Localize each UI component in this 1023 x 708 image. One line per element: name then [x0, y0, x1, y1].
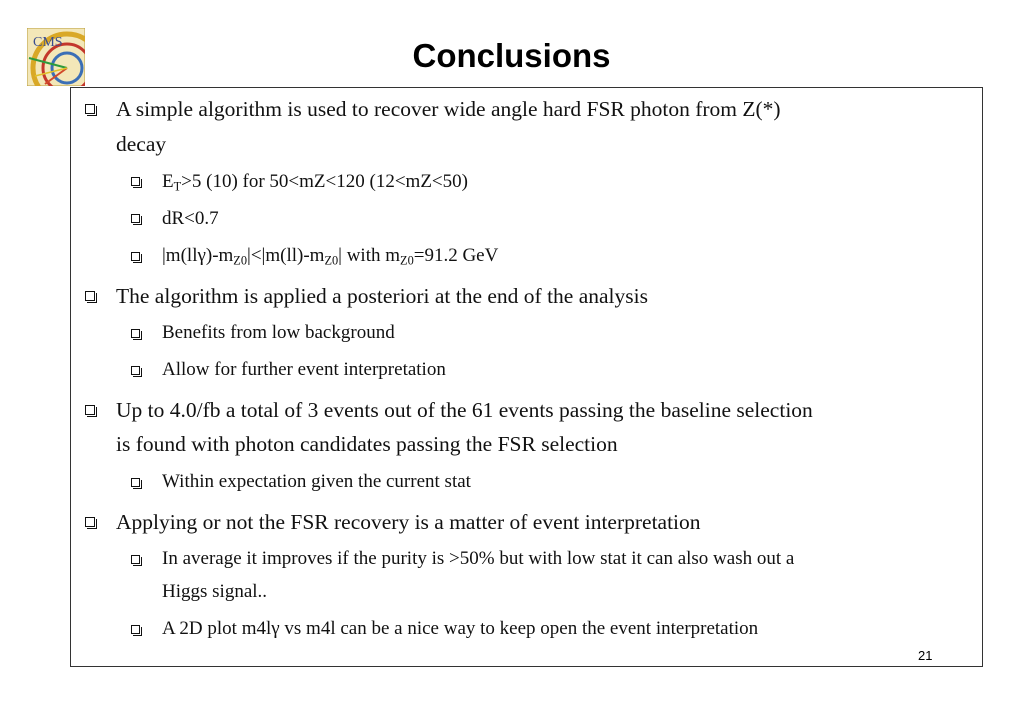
bullet-1-sub-1: $E_T>5$ (10) for 50<mZ<120 (12<mZ<50): [162, 171, 468, 194]
bullet-checkbox-icon: [85, 104, 95, 114]
bullet-4-line-1: Applying or not the FSR recovery is a matter of event interpretation: [116, 510, 701, 534]
sub-bullet-checkbox-icon: [131, 214, 140, 223]
bullet-checkbox-icon: [85, 517, 95, 527]
cms-logo-text: CMS: [33, 35, 63, 50]
bullet-2-sub-2: Allow for further event interpretation: [162, 359, 446, 380]
bullet-3-line-1: Up to 4.0/fb a total of 3 events out of the 61 events passing the baseline selection: [116, 398, 813, 422]
sub-bullet-checkbox-icon: [131, 329, 140, 338]
sub-bullet-checkbox-icon: [131, 252, 140, 261]
bullet-1-sub-2: dR<0.7: [162, 208, 219, 229]
bullet-1-line-2: decay: [116, 132, 167, 156]
bullet-checkbox-icon: [85, 405, 95, 415]
sub-bullet-checkbox-icon: [131, 555, 140, 564]
sub-bullet-checkbox-icon: [131, 478, 140, 487]
bullet-4-sub-1-line-1: In average it improves if the purity is >50% but with low stat it can also wash out a: [162, 548, 795, 569]
bullet-2-sub-1: Benefits from low background: [162, 322, 395, 343]
sub-bullet-checkbox-icon: [131, 366, 140, 375]
sub-bullet-checkbox-icon: [131, 625, 140, 634]
bullet-4-sub-1-line-2: Higgs signal..: [162, 581, 268, 602]
bullet-1-sub-3: $|m(ll\gamma)-m_{Z0}|<|m(ll)-m_{Z0}|$ with $m_{Z0}=91.2$ GeV: [162, 245, 499, 268]
bullet-3-line-2: is found with photon candidates passing the FSR selection: [116, 432, 618, 456]
bullet-checkbox-icon: [85, 291, 95, 301]
bullet-4-sub-2: A 2D plot m4lγ vs m4l can be a nice way to keep open the event interpretation: [162, 618, 759, 639]
slide-title: Conclusions: [412, 37, 611, 74]
sub-bullet-checkbox-icon: [131, 177, 140, 186]
page-number: 21: [918, 648, 933, 663]
bullet-1-line-1: A simple algorithm is used to recover wide angle hard FSR photon from Z(*): [116, 97, 781, 121]
bullet-2-line-1: The algorithm is applied a posteriori at the end of the analysis: [116, 284, 648, 308]
bullet-3-sub-1: Within expectation given the current stat: [162, 471, 471, 492]
